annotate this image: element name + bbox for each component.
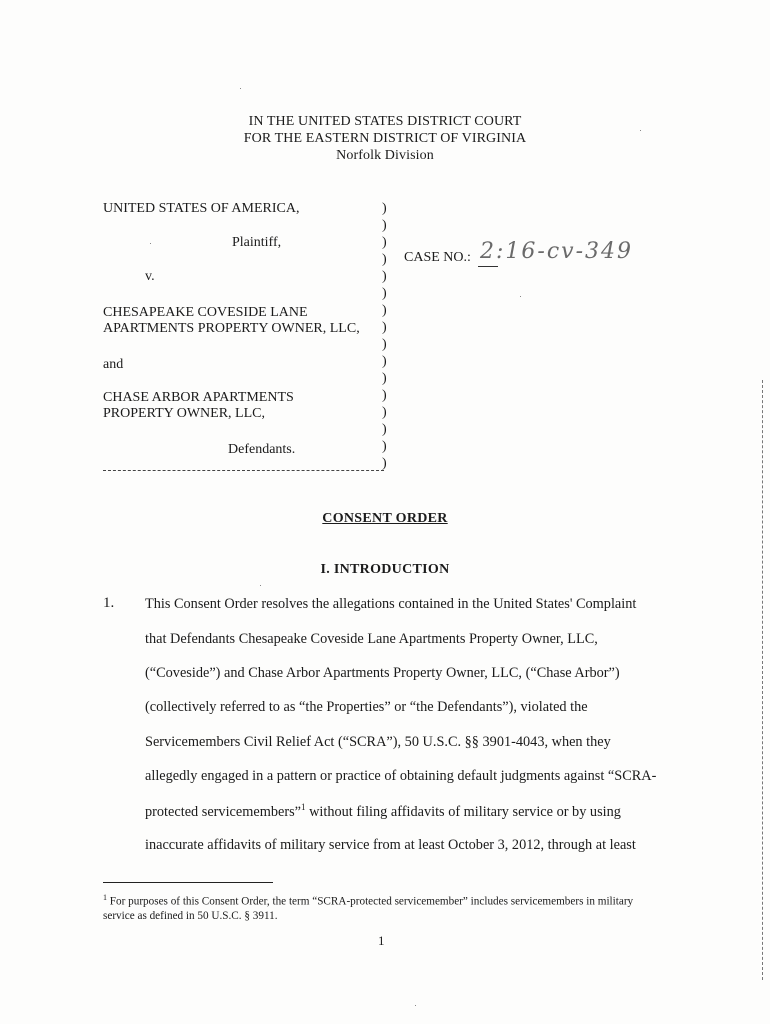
paragraph-number: 1.: [103, 595, 115, 611]
defendant2-line2: PROPERTY OWNER, LLC,: [103, 406, 265, 421]
paragraph-line-part: protected servicemembers”: [145, 803, 301, 820]
paragraph-line: allegedly engaged in a pattern or practice of obtaining default judgments against “SCRA-: [145, 768, 657, 784]
plaintiff-name: UNITED STATES OF AMERICA,: [103, 201, 300, 216]
page-number: 1: [378, 933, 385, 948]
scan-speck: [150, 243, 151, 244]
versus-label: v.: [145, 269, 155, 284]
caption-rule: [103, 470, 384, 471]
scan-speck: [640, 130, 641, 131]
court-name-line: IN THE UNITED STATES DISTRICT COURT: [248, 114, 522, 129]
scan-speck: [520, 296, 521, 297]
document-title: CONSENT ORDER: [322, 511, 448, 526]
scan-speck: [415, 1005, 416, 1006]
case-number-underline: [478, 266, 498, 267]
paragraph-line: Servicemembers Civil Relief Act (“SCRA”), 50 U.S.C. §§ 3901-4043, when they: [145, 734, 611, 750]
footnote: [103, 891, 663, 923]
defendant2-line1: CHASE ARBOR APARTMENTS: [103, 390, 294, 405]
court-division-line: Norfolk Division: [336, 148, 434, 163]
court-district-line: FOR THE EASTERN DISTRICT OF VIRGINIA: [243, 131, 527, 146]
defendant-role: Defendants.: [228, 442, 296, 457]
paragraph-line: that Defendants Chesapeake Coveside Lane Apartments Property Owner, LLC,: [145, 631, 598, 647]
paragraph-line: (“Coveside”) and Chase Arbor Apartments Property Owner, LLC, (“Chase Arbor”): [145, 665, 620, 681]
case-number-label: CASE NO.:: [404, 250, 471, 265]
paragraph-line-part: without filing affidavits of military service or by using: [305, 803, 621, 820]
section-heading: I. INTRODUCTION: [320, 562, 450, 577]
scan-speck: [260, 585, 261, 586]
scan-speck: [240, 88, 241, 89]
paragraph-line: This Consent Order resolves the allegations contained in the United States' Complaint: [145, 596, 637, 612]
paragraph-line: inaccurate affidavits of military service from at least October 3, 2012, through at least: [145, 837, 636, 853]
defendant1-line1: CHESAPEAKE COVESIDE LANE: [103, 305, 308, 320]
conjunction-and: and: [103, 357, 124, 372]
defendant1-line2: APARTMENTS PROPERTY OWNER, LLC,: [103, 321, 360, 336]
footnote-separator: [103, 882, 273, 883]
caption-parenthesis-column: ) ) ) ) ) ) ) ) ) ) ) ) ) ) ) ): [382, 201, 387, 471]
plaintiff-role: Plaintiff,: [232, 235, 282, 250]
paragraph-line: (collectively referred to as “the Properties” or “the Defendants”), violated the: [145, 699, 588, 715]
paragraph-line-with-footnote: [145, 802, 621, 821]
footnote-text: For purposes of this Consent Order, the term “SCRA-protected servicemember” includes servicemembers in military service as defined in 50 U.S.C. § 3911.: [103, 895, 634, 922]
footnote-marker: 1: [103, 893, 107, 902]
scan-edge-artifact: [762, 380, 764, 980]
case-number-handwritten: 2:16-cv-349: [480, 239, 634, 264]
footnote-reference: 1: [301, 802, 306, 812]
